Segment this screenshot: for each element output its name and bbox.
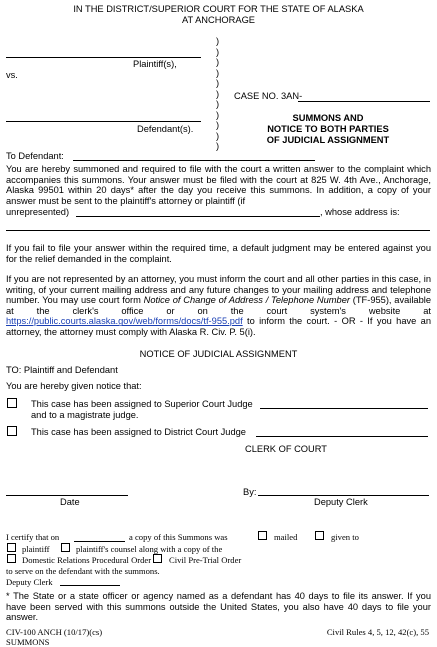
deputy-clerk-label: Deputy Clerk bbox=[314, 497, 368, 507]
defendant-name-field[interactable] bbox=[73, 160, 315, 161]
date-field[interactable] bbox=[6, 495, 128, 496]
court-location-line: AT ANCHORAGE bbox=[181, 15, 255, 25]
form-name: SUMMONS bbox=[6, 637, 50, 647]
by-label: By: bbox=[243, 487, 257, 497]
deputy-clerk-signature-field[interactable] bbox=[258, 495, 429, 496]
court-name-line: IN THE DISTRICT/SUPERIOR COURT FOR THE STATE OF ALASKA bbox=[73, 4, 364, 14]
notice-heading: NOTICE OF JUDICIAL ASSIGNMENT bbox=[139, 349, 298, 359]
district-judge-field[interactable] bbox=[256, 436, 428, 437]
district-judge-checkbox[interactable] bbox=[7, 426, 17, 436]
district-judge-label: This case has been assigned to District Court Judge bbox=[31, 427, 246, 437]
case-number-label: CASE NO. 3AN- bbox=[234, 91, 303, 101]
given-notice-line: You are hereby given notice that: bbox=[6, 381, 142, 391]
form-id: CIV-100 ANCH (10/17)(cs) bbox=[6, 627, 103, 637]
notice-to-line: TO: Plaintiff and Defendant bbox=[6, 365, 118, 375]
magistrate-label: and to a magistrate judge. bbox=[31, 410, 139, 420]
service-date-field[interactable] bbox=[74, 541, 125, 542]
default-judgment-paragraph: If you fail to file your answer within the required time, a default judgment may be entered against you for the relief demanded in the complaint. bbox=[6, 243, 431, 264]
civil-pto-label: Civil Pre-Trial Order bbox=[169, 555, 242, 565]
vs-label: vs. bbox=[6, 70, 18, 80]
address-change-text: If you are not represented by an attorney, you must inform the court and all other parties in this case, in writing, of your current mailing address and any future changes to your mailing address and telephone number. You may use court form bbox=[6, 274, 431, 306]
summons-paragraph: You are hereby summoned and required to file with the court a written answer to the complaint which accompanies this summons. Your answer must be filed with the court at 825 W. 4th Ave., Anchorage, Alaska 99501 within 20 days* after the day you receive this summons. In addition, a copy of your answer must be sent to the plaintiff's attorney or plaintiff (if bbox=[6, 164, 431, 206]
footnote: * The State or a state officer or agency named as a defendant has 40 days to file its answer. If you have been served with this summons outside the United States, you also have 40 days to file your answer. bbox=[6, 591, 431, 623]
to-defendant-label: To Defendant: bbox=[6, 151, 64, 161]
mailed-checkbox[interactable] bbox=[258, 531, 267, 540]
serve-defendant-label: to serve on the defendant with the summons. bbox=[6, 566, 160, 576]
plaintiff-served-label: plaintiff bbox=[22, 544, 50, 554]
address-change-paragraph bbox=[6, 274, 431, 338]
case-number-field[interactable] bbox=[298, 101, 430, 102]
drpo-label: Domestic Relations Procedural Order bbox=[22, 555, 152, 565]
plaintiff-name-line[interactable] bbox=[6, 57, 201, 58]
drpo-checkbox[interactable] bbox=[7, 554, 16, 563]
clerk-of-court-label: CLERK OF COURT bbox=[245, 444, 327, 454]
attorney-address-field[interactable] bbox=[6, 230, 430, 231]
document-title: SUMMONS AND bbox=[292, 113, 364, 123]
date-label: Date bbox=[60, 497, 80, 507]
civil-pto-checkbox[interactable] bbox=[153, 554, 162, 563]
plaintiff-checkbox[interactable] bbox=[7, 543, 16, 552]
defendant-label: Defendant(s). bbox=[137, 124, 194, 134]
superior-judge-checkbox[interactable] bbox=[7, 398, 17, 408]
address-change-text-2: (TF-955), available at the clerk's office or on the court system's website at bbox=[6, 295, 431, 316]
civil-rules: Civil Rules 4, 5, 12, 42(c), 55 bbox=[326, 627, 429, 637]
superior-judge-label: This case has been assigned to Superior Court Judge bbox=[31, 399, 253, 409]
superior-judge-field[interactable] bbox=[260, 408, 428, 409]
caption-divider: ) ) ) ) ) ) ) ) ) ) ) bbox=[216, 36, 220, 151]
tf-955-link[interactable]: https://public.courts.alaska.gov/web/forms/docs/tf-955.pdf bbox=[6, 316, 243, 327]
copy-summons-label: a copy of this Summons was bbox=[129, 532, 228, 542]
attorney-name-field[interactable] bbox=[76, 216, 320, 217]
unrepresented-label: unrepresented) bbox=[6, 207, 70, 217]
given-to-checkbox[interactable] bbox=[315, 531, 324, 540]
plaintiff-label: Plaintiff(s), bbox=[133, 59, 177, 69]
certificate-deputy-clerk-field[interactable] bbox=[60, 585, 120, 586]
certify-label: I certify that on bbox=[6, 532, 60, 542]
counsel-label: plaintiff's counsel along with a copy of the bbox=[76, 544, 223, 554]
given-to-label: given to bbox=[331, 532, 359, 542]
whose-address-label: , whose address is: bbox=[320, 207, 400, 217]
document-title-line2: NOTICE TO BOTH PARTIES bbox=[267, 124, 389, 134]
mailed-label: mailed bbox=[274, 532, 298, 542]
counsel-checkbox[interactable] bbox=[61, 543, 70, 552]
certificate-deputy-clerk-label: Deputy Clerk bbox=[6, 577, 53, 587]
document-title-line3: OF JUDICIAL ASSIGNMENT bbox=[266, 135, 390, 145]
defendant-name-line[interactable] bbox=[6, 121, 201, 122]
form-title: Notice of Change of Address / Telephone Number bbox=[143, 295, 350, 306]
address-change-text-3: to inform the court. - OR - If you have an attorney, the attorney must comply with Alaska R. Civ. P. 5(i). bbox=[6, 316, 431, 337]
